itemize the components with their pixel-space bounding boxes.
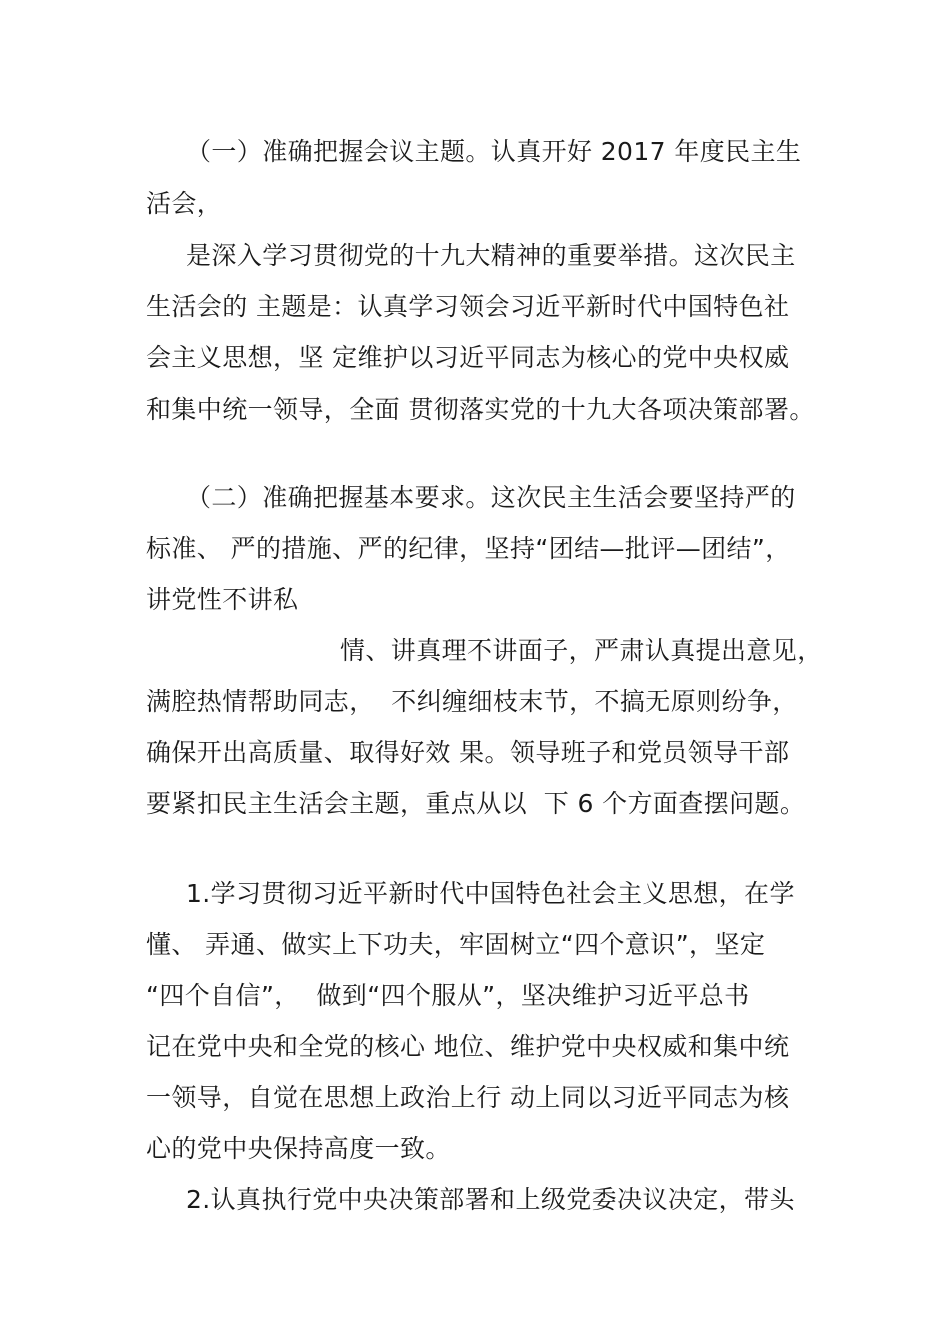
text-line: （一）准确把握会议主题。认真开好 2017 年度民主生 xyxy=(186,137,802,166)
text-line: 2.认真执行党中央决策部署和上级党委决议决定，带头 xyxy=(186,1185,795,1214)
text-line: 一领导，自觉在思想上政治上行 动上同以习近平同志为核 xyxy=(146,1083,790,1112)
text-line: “四个自信”， 做到“四个服从”，坚决维护习近平总书 xyxy=(146,981,750,1010)
text-line: 心的党中央保持高度一致。 xyxy=(146,1134,451,1163)
text-line: 是深入学习贯彻党的十九大精神的重要举措。这次民主 xyxy=(186,241,796,270)
text-line: 情、讲真理不讲面子，严肃认真提出意见， xyxy=(340,636,823,665)
text-line: 生活会的 主题是：认真学习领会习近平新时代中国特色社 xyxy=(146,292,790,321)
text-line: 和集中统一领导，全面 贯彻落实党的十九大各项决策部署。 xyxy=(146,395,815,424)
text-line: 活会， xyxy=(146,189,223,218)
text-line: 标准、 严的措施、严的纪律，坚持“团结—批评—团结”， xyxy=(146,534,791,563)
text-line: 满腔热情帮助同志， 不纠缠细枝末节，不搞无原则纷争， xyxy=(146,687,798,716)
text-line: 确保开出高质量、取得好效 果。领导班子和党员领导干部 xyxy=(146,738,790,767)
text-line: 懂、 弄通、做实上下功夫，牢固树立“四个意识”，坚定 xyxy=(146,930,766,959)
text-line: 会主义思想，坚 定维护以习近平同志为核心的党中央权威 xyxy=(146,343,790,372)
text-line: （二）准确把握基本要求。这次民主生活会要坚持严的 xyxy=(186,483,796,512)
text-line: 要紧扣民主生活会主题，重点从以 下 6 个方面查摆问题。 xyxy=(146,789,806,818)
text-line: 1.学习贯彻习近平新时代中国特色社会主义思想，在学 xyxy=(186,879,795,908)
text-line: 讲党性不讲私 xyxy=(146,585,299,614)
text-line: 记在党中央和全党的核心 地位、维护党中央权威和集中统 xyxy=(146,1032,790,1061)
